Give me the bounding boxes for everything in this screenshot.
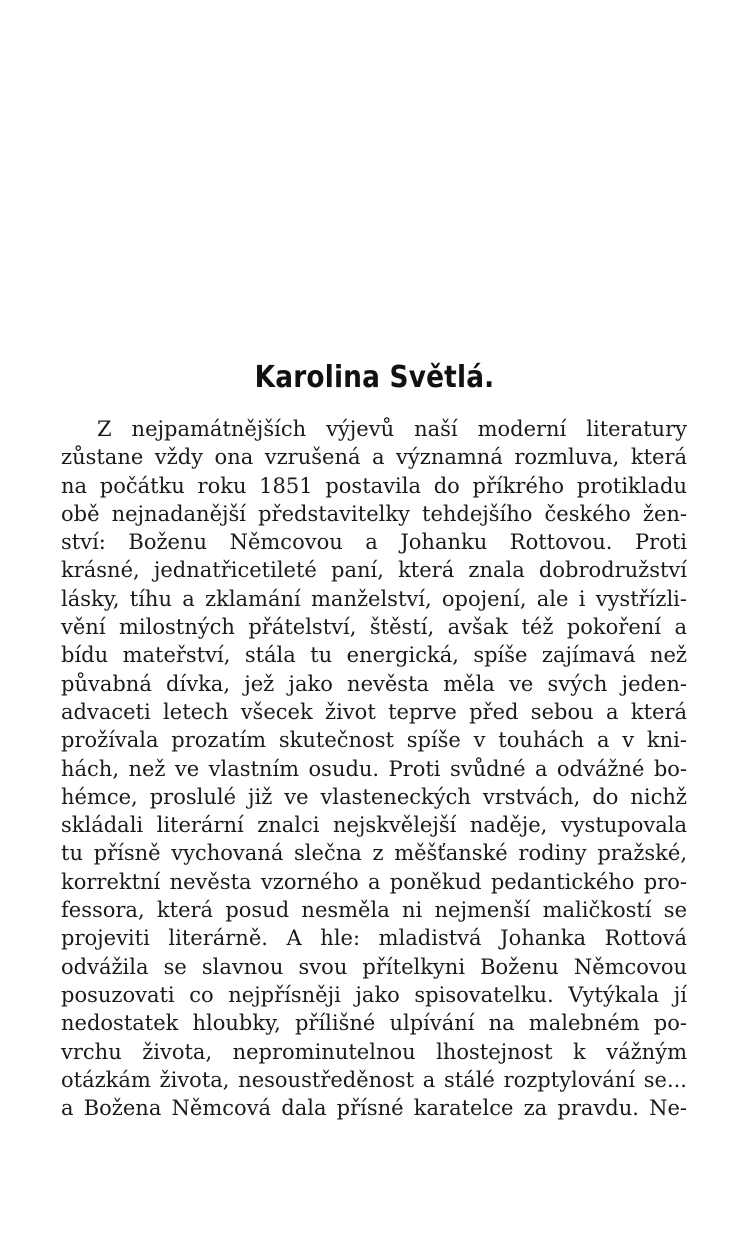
text-line: prožívala prozatím skutečnost spíše v touhách a v kni- — [61, 728, 687, 753]
text-line: krásné, jednatřicetileté paní, která znala dobrodružství — [61, 558, 687, 583]
text-line: skládali literární znalci nejskvělejší naděje, vystupovala — [61, 813, 687, 838]
text-line: lásky, tíhu a zklamání manželství, opojení, ale i vystřízli- — [61, 586, 687, 611]
text-line: posuzovati co nejpřísněji jako spisovatelku. Vytýkala jí — [61, 982, 687, 1007]
text-line: nedostatek hloubky, přílišné ulpívání na malebném po- — [61, 1011, 687, 1036]
text-line: a Božena Němcová dala přísné karatelce za pravdu. Ne- — [61, 1096, 687, 1121]
text-line: odvážila se slavnou svou přítelkyni Boženu Němcovou — [61, 954, 687, 979]
body-paragraph — [61, 415, 687, 1122]
text-line: fessora, která posud nesměla ni nejmenší maličkostí se — [61, 898, 687, 923]
text-line: hách, než ve vlastním osudu. Proti svůdné a odvážné bo- — [61, 756, 687, 781]
text-line: vění milostných přátelství, štěstí, avšak též pokoření a — [61, 615, 687, 640]
text-line: otázkám života, nesoustředěnost a stálé rozptylování se... — [61, 1067, 687, 1092]
text-line: vrchu života, neprominutelnou lhostejnost k vážným — [61, 1039, 687, 1064]
text-line: půvabná dívka, jež jako nevěsta měla ve svých jeden- — [61, 671, 687, 696]
text-line: zůstane vždy ona vzrušená a významná rozmluva, která — [61, 445, 687, 470]
text-line: korrektní nevěsta vzorného a poněkud pedantického pro- — [61, 869, 687, 894]
chapter-title: Karolina Světlá. — [254, 360, 495, 395]
text-line: obě nejnadanější představitelky tehdejšího českého žen- — [61, 501, 687, 526]
text-line: tu přísně vychovaná slečna z měšťanské rodiny pražské, — [61, 841, 687, 866]
text-line: bídu mateřství, stála tu energická, spíše zajímavá než — [61, 643, 687, 668]
text-line: Z nejpamátnějších výjevů naší moderní literatury — [97, 417, 687, 441]
text-line: projeviti literárně. A hle: mladistvá Johanka Rottová — [61, 926, 687, 951]
text-line: hémce, proslulé již ve vlasteneckých vrstvách, do nichž — [61, 784, 687, 809]
text-line: ství: Boženu Němcovou a Johanku Rottovou. Proti — [61, 530, 687, 555]
text-line: advaceti letech všecek život teprve před sebou a která — [61, 699, 687, 724]
text-line: na počátku roku 1851 postavila do příkrého protikladu — [61, 473, 687, 498]
